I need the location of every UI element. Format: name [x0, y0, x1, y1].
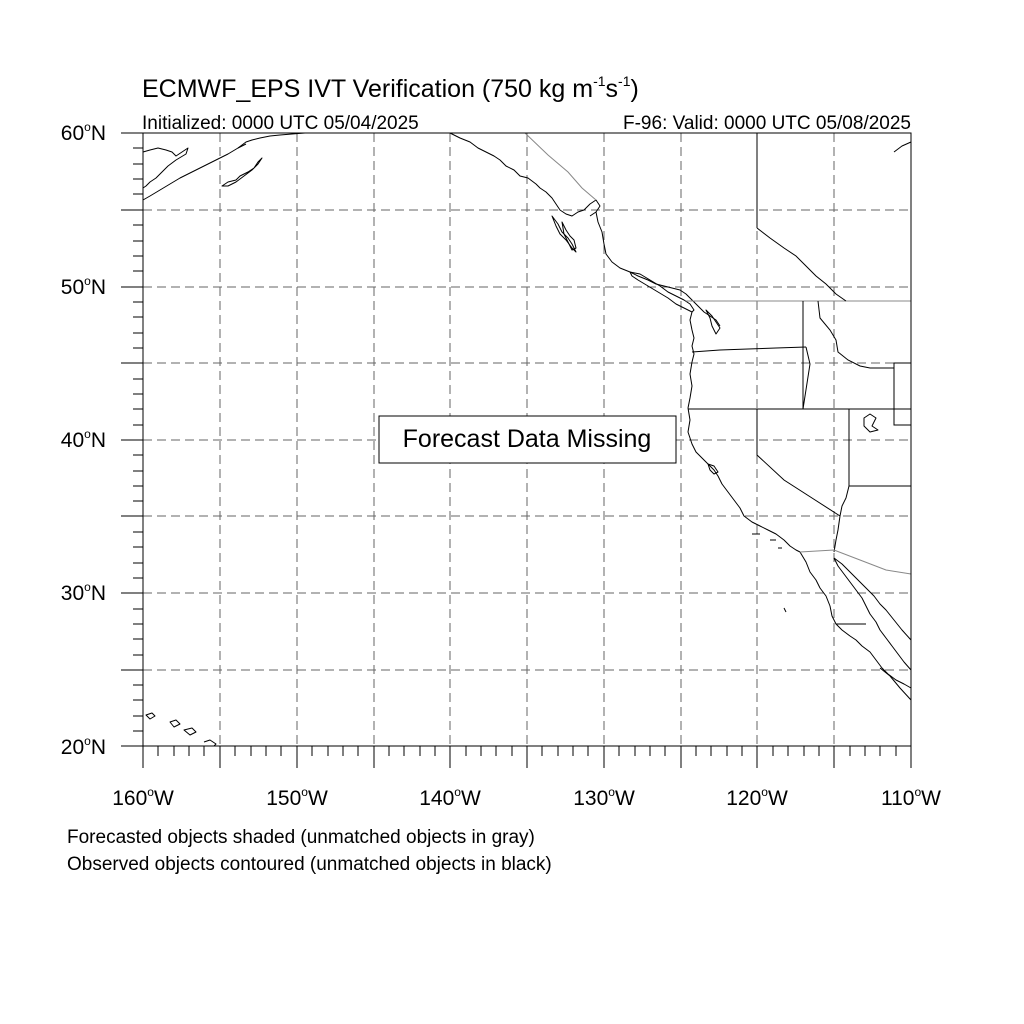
coastline-vancouver-island: [630, 272, 694, 312]
lon-label-150w: 150$^o$W: [266, 785, 328, 810]
lon-label-130w: 130$^o$W: [573, 785, 635, 810]
coastline-hawaii-maui: [184, 728, 196, 735]
coastline-alaska-south: [238, 133, 305, 148]
coastline-great-salt-lake: [864, 414, 878, 432]
lat-label-30n: 30$^o$N: [60, 580, 106, 605]
coastline-bc: [596, 212, 720, 326]
coastline-mexico-south: [880, 668, 911, 700]
border-us-mexico: [800, 550, 911, 574]
border-ca-nv: [757, 409, 840, 516]
coastline-california: [688, 408, 800, 552]
init-time-label: Initialized: 0000 UTC 05/04/2025: [142, 113, 419, 134]
missing-data-text: Forecast Data Missing: [402, 425, 652, 453]
coastline-baja-gulf: [834, 558, 911, 670]
border-wy: [894, 363, 911, 425]
border-or-id-south: [803, 347, 810, 409]
coastline-kodiak: [222, 158, 262, 186]
coastline-se-alaska: [450, 133, 600, 216]
coastline-hawaii-kauai: [146, 713, 155, 719]
lat-label-50n: 50$^o$N: [60, 274, 106, 299]
coastline-hawaii-big: [204, 740, 216, 746]
coastline-mexico-mainland: [834, 558, 911, 640]
lon-label-110w: 110$^o$W: [881, 785, 941, 810]
coastline-guadalupe: [784, 608, 786, 612]
coastline-haida-gwaii: [562, 222, 576, 250]
coastline-alaska-peninsula: [143, 144, 246, 200]
map-title: ECMWF_EPS IVT Verification (750 kg $m^{-1}s^{-1}$): [142, 73, 639, 103]
lon-labels: [112, 785, 941, 810]
lon-label-140w: 140$^o$W: [419, 785, 481, 810]
coastline-washington: [690, 312, 694, 362]
coastline-hudson: [894, 142, 911, 152]
border-colorado-river: [834, 486, 849, 552]
lat-labels: [61, 120, 106, 759]
footnote-forecast: Forecasted objects shaded (unmatched objects in gray): [67, 827, 535, 848]
lon-label-160w: 160$^o$W: [112, 785, 174, 810]
border-nv-az: [849, 409, 911, 486]
lat-label-40n: 40$^o$N: [60, 427, 106, 452]
political-borders: [525, 133, 911, 624]
lon-ticks: [143, 746, 911, 768]
missing-data-notice: [379, 416, 676, 463]
lon-label-120w: 120$^o$W: [726, 785, 788, 810]
lat-label-20n: 20$^o$N: [60, 734, 106, 759]
lat-ticks: [121, 133, 143, 746]
lat-label-60n: 60$^o$N: [60, 120, 106, 145]
border-alaska-canada: [525, 133, 596, 200]
coastline-alaska-west: [143, 148, 188, 188]
border-wa-or: [692, 347, 806, 352]
border-bc-alberta: [757, 228, 846, 301]
border-id-mt: [818, 301, 894, 368]
coastline-hawaii-oahu: [170, 720, 180, 727]
coastline-oregon: [688, 362, 692, 408]
valid-time-label: F-96: Valid: 0000 UTC 05/08/2025: [623, 113, 911, 134]
footnote-observed: Observed objects contoured (unmatched objects in black): [67, 854, 552, 875]
